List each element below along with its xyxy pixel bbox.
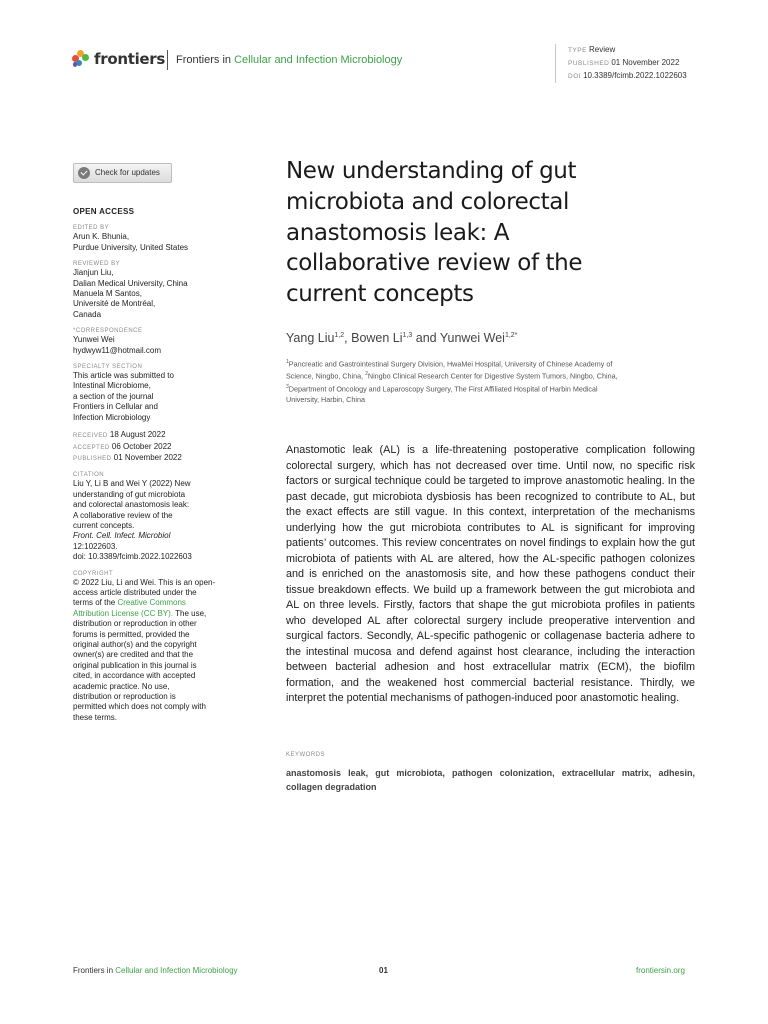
frontiers-site-link[interactable]: frontiersin.org (636, 966, 685, 975)
page-header (72, 45, 702, 84)
specialty-label: SPECIALTY SECTION (73, 364, 143, 371)
copyright-line: distribution or reproduction is (73, 692, 176, 702)
reviewer-line: Canada (73, 309, 102, 319)
copyright-line: these terms. (73, 712, 118, 722)
citation-line: understanding of gut microbiota (73, 489, 186, 499)
specialty-line: a section of the journal (73, 391, 154, 401)
reviewer-line: Dalian Medical University, China (73, 278, 188, 288)
footer-journal-name: Cellular and Infection Microbiology (115, 966, 238, 975)
affiliation-text: Ningbo Clinical Research Center for Digestive System Tumors, Ningbo, China, (367, 371, 618, 381)
page-number: 01 (379, 966, 388, 975)
reviewer-line: Manuela M Santos, (73, 289, 142, 299)
editor-name: Arun K. Bhunia, (73, 232, 130, 242)
title-line: collaborative review of the (286, 250, 583, 277)
affil-sup: 1 (286, 359, 289, 365)
title-line: microbiota and colorectal (286, 188, 569, 215)
cc-license-link[interactable]: Creative Commons (117, 598, 186, 608)
citation-label: CITATION (73, 472, 105, 479)
journal-name[interactable] (176, 54, 402, 66)
editor-affiliation: Purdue University, United States (73, 242, 189, 252)
title-line: New understanding of gut (286, 158, 577, 184)
check-updates-icon (78, 167, 90, 179)
journal-prefix: Frontiers in (176, 54, 232, 66)
footer-journal-prefix: Frontiers in (73, 966, 114, 975)
type-value: Review (588, 45, 616, 54)
frontiers-logo-icon (72, 50, 90, 68)
affiliation-text: Science, Ningbo, China, (286, 371, 366, 381)
citation-journal: Front. Cell. Infect. Microbiol (73, 531, 171, 541)
copyright-line: owner(s) are credited and that the (73, 650, 194, 660)
specialty-line: Frontiers in Cellular and (73, 402, 158, 412)
doi-label: DOI (568, 73, 582, 80)
author-name[interactable]: , Bowen Li (344, 331, 403, 345)
copyright-line: access article distributed under the (73, 587, 197, 597)
received-date: 18 August 2022 (109, 430, 166, 440)
reviewer-line: Université de Montréal, (73, 299, 156, 309)
affiliation-text: University, Harbin, China (286, 395, 365, 405)
title-line: anastomosis leak: A (286, 219, 510, 246)
affil-sup: 3 (286, 383, 289, 390)
copyright-line: original publication in this journal is (73, 660, 197, 670)
abstract: Anastomotic leak (AL) is a life-threatening postoperative complication following colorectal surgery, which has not decreased over time. Until now, no specific risk factors or surgical technique could be targeted to improve anastomotic healing. In the past decade, gut microbiota dysbiosis has been recognized to contribute to AL, but the exact effects are still vague. In this context, interpretation of the mechanisms underlying how the gut microbiota contributes to AL is significant for improving patients’ outcomes. This review concentrates on novel findings to explain how the gut microbiota of patients with AL are altered, how the AL-specific pathogen colonizes and is enriched on the anastomosis site, and how these pathogens conduct their tissue breakdown effects. We build up a framework between the gut microbiota and AL on three levels. Firstly, factors that shape the gut microbiota profiles in patients who developed AL after colorectal surgery include preoperative intervention and surgical factors. Secondly, AL-specific pathogenic or collagenase bacteria adhere to the intestinal mucosa and defend against host clearance, including the interaction between bacterial adhesion and host extracellular matrix (ECM), the biofilm formation, and the weakened host commercial bacterial resistance. Thirdly, we interpret the potential mechanisms of pathogen-induced poor anastomotic healing. (286, 444, 695, 704)
affiliation-text: Pancreatic and Gastrointestinal Surgery Division, HwaMei Hospital, University of Chinese Academy of (288, 359, 613, 369)
reviewed-by-label: REVIEWED BY (73, 261, 121, 268)
correspondence-email[interactable]: hydwyw11@hotmail.com (73, 345, 162, 355)
article-meta (555, 44, 687, 83)
copyright-line: original author(s) and the copyright (73, 640, 197, 649)
citation-volume: 12:1022603. (73, 541, 118, 551)
title-line: current concepts (286, 281, 474, 308)
accepted-date: 06 October 2022 (111, 441, 172, 451)
copyright-label: COPYRIGHT (73, 570, 114, 577)
copyright-line: cited, in accordance with accepted (73, 671, 196, 681)
specialty-line: This article was submitted to (73, 371, 174, 381)
journal-title: Cellular and Infection Microbiology (234, 54, 403, 66)
citation-line: Liu Y, Li B and Wei Y (2022) New (73, 479, 191, 489)
affiliation-text: Department of Oncology and Laparoscopy Surgery, The First Affiliated Hospital of Harbin Medical (288, 384, 598, 394)
copyright-line: distribution or reproduction in other (73, 619, 197, 629)
logo-wordmark: frontiers (94, 50, 166, 68)
author-sup: 1,2 (334, 331, 345, 339)
copyright-line: permitted which does not comply with (73, 702, 206, 712)
received-label: RECEIVED (73, 433, 108, 440)
author-sup: 1,2* (504, 331, 518, 339)
history-dates (73, 430, 243, 464)
open-access-label: OPEN ACCESS (73, 207, 135, 216)
copyright-line: academic practice. No use, (73, 681, 170, 691)
author-list (286, 331, 517, 345)
terms-prefix: terms of the (73, 598, 118, 608)
check-for-updates-button[interactable] (73, 163, 172, 183)
citation-doi[interactable]: doi: 10.3389/fcimb.2022.1022603 (73, 552, 192, 562)
published-label: PUBLISHED (568, 60, 610, 67)
author-sup: 1,3 (402, 331, 413, 339)
cc-license-link[interactable]: Attribution License (CC BY). (73, 608, 174, 618)
correspondence-name: Yunwei Wei (73, 335, 115, 345)
check-updates-label: Check for updates (95, 167, 160, 177)
doi-link[interactable]: 10.3389/fcimb.2022.1022603 (583, 71, 687, 80)
published-label: PUBLISHED (73, 455, 112, 462)
frontiers-logo[interactable] (72, 50, 165, 68)
affiliations (286, 357, 686, 405)
specialty-line: Infection Microbiology (73, 412, 151, 422)
accepted-label: ACCEPTED (73, 444, 110, 451)
keywords: anastomosis leak, gut microbiota, pathogen colonization, extracellular matrix, adhesin, collagen degradation (286, 768, 695, 792)
affil-sup: 2 (365, 371, 368, 378)
header-divider (167, 50, 168, 70)
published-date: 01 November 2022 (113, 452, 182, 462)
copyright-line (73, 609, 243, 619)
citation-line: and colorectal anastomosis leak: (73, 500, 190, 510)
copyright-line: © 2022 Liu, Li and Wei. This is an open- (73, 577, 216, 587)
keywords-label: KEYWORDS (286, 752, 326, 758)
reviewer-line: Jianjun Liu, (73, 268, 114, 278)
footer-journal[interactable] (73, 966, 238, 975)
author-name[interactable]: Yang Liu (286, 331, 335, 345)
copyright-line (73, 598, 243, 608)
correspondence-label: *CORRESPONDENCE (73, 328, 143, 335)
published-value: 01 November 2022 (611, 58, 680, 67)
copyright-line: forums is permitted, provided the (73, 629, 190, 639)
edited-by-label: EDITED BY (73, 225, 110, 232)
citation-line: current concepts. (73, 520, 135, 530)
terms-suffix: The use, (173, 608, 207, 618)
author-name[interactable]: and Yunwei Wei (412, 331, 505, 345)
article-title (286, 156, 706, 310)
citation-line: A collaborative review of the (73, 510, 173, 520)
type-label: TYPE (568, 47, 587, 54)
article-sidebar (73, 163, 243, 723)
specialty-line: Intestinal Microbiome, (73, 381, 151, 391)
